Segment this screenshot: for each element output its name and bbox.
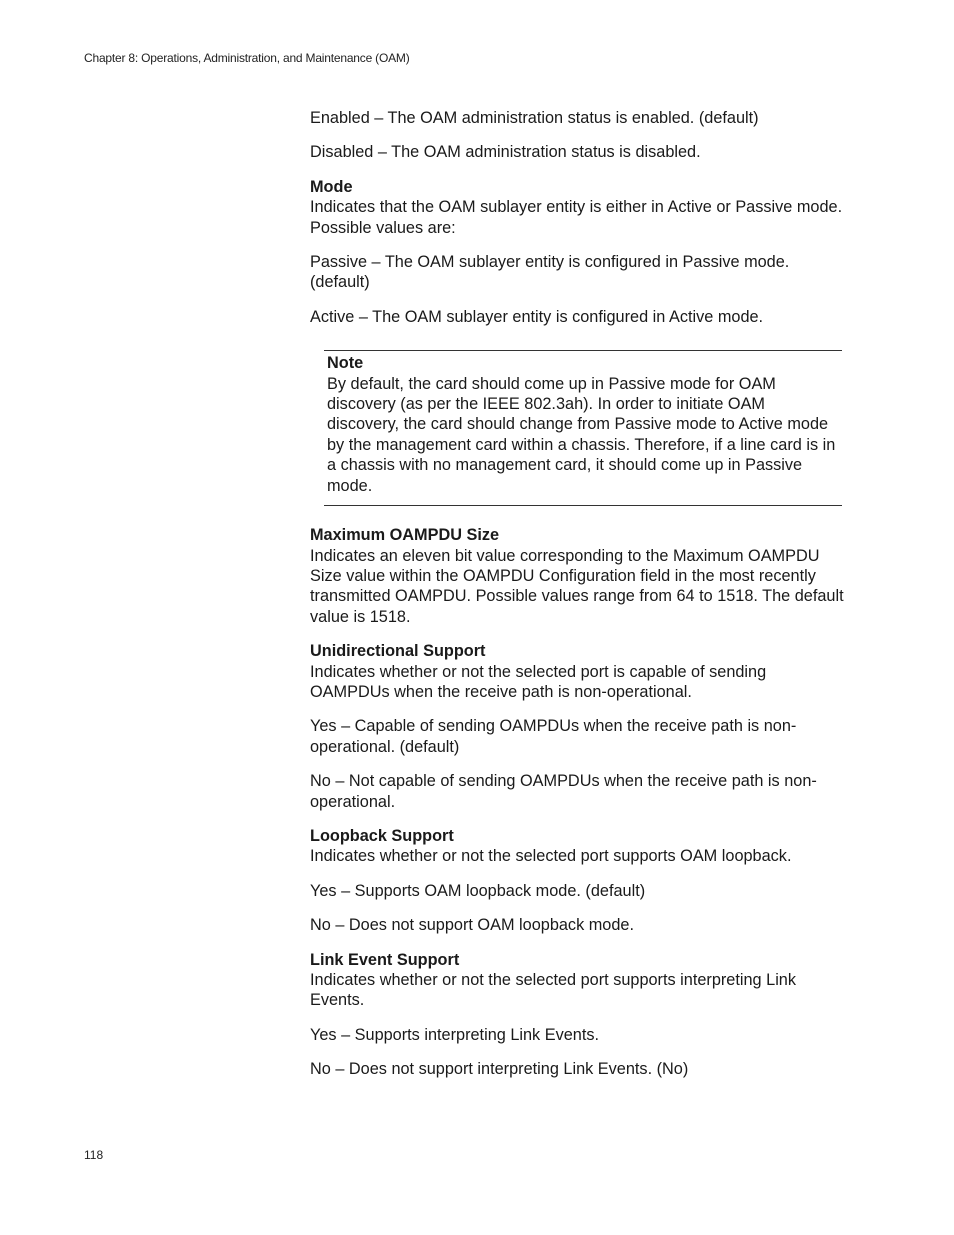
unidirectional-yes: Yes – Capable of sending OAMPDUs when the receive path is non-operational. (default) [310,717,797,756]
note-title: Note [327,354,364,373]
loopback-description: Indicates whether or not the selected port supports OAM loopback. [310,847,792,866]
note-box [324,350,842,506]
admin-status-enabled: Enabled – The OAM administration status is enabled. (default) [310,109,759,127]
loopback-heading: Loopback Support [310,826,454,845]
mode-active: Active – The OAM sublayer entity is configured in Active mode. [310,307,764,326]
unidirectional-description: Indicates whether or not the selected port is capable of sending OAMPDUs when the receive path is non-operational. [310,662,767,701]
main-content [310,108,844,1080]
unidirectional-heading: Unidirectional Support [310,642,486,661]
mode-passive: Passive – The OAM sublayer entity is configured in Passive mode. (default) [310,253,790,292]
loopback-no: No – Does not support OAM loopback mode. [310,916,634,935]
mode-heading: Mode [310,177,353,196]
chapter-header: Chapter 8: Operations, Administration, and Maintenance (OAM) [84,51,410,65]
link-event-heading: Link Event Support [310,950,460,969]
admin-status-disabled: Disabled – The OAM administration status is disabled. [310,143,701,162]
link-event-yes: Yes – Supports interpreting Link Events. [310,1025,600,1044]
link-event-description: Indicates whether or not the selected port supports interpreting Link Events. [310,971,797,1010]
loopback-yes: Yes – Supports OAM loopback mode. (default) [310,881,646,900]
link-event-no: No – Does not support interpreting Link Events. (No) [310,1060,689,1079]
unidirectional-no: No – Not capable of sending OAMPDUs when the receive path is non-operational. [310,772,817,811]
mode-description: Indicates that the OAM sublayer entity is either in Active or Passive mode. Possible values are: [310,198,843,237]
max-oampdu-description: Indicates an eleven bit value corresponding to the Maximum OAMPDU Size value within the OAMPDU Configuration field in the most recently transmitted OAMPDU. Possible values range from 64 to 1518. The default value is 1518. [310,546,844,626]
max-oampdu-heading: Maximum OAMPDU Size [310,526,500,545]
page-number: 118 [84,1148,104,1162]
note-text: By default, the card should come up in Passive mode for OAM discovery (as per the IEEE 802.3ah). In order to initiate OAM discovery, the card should change from Passive mode to Active mode by the management card within a chassis. Therefore, if a line card is in a chassis with no management card, it should come up in Passive mode. [327,374,836,495]
